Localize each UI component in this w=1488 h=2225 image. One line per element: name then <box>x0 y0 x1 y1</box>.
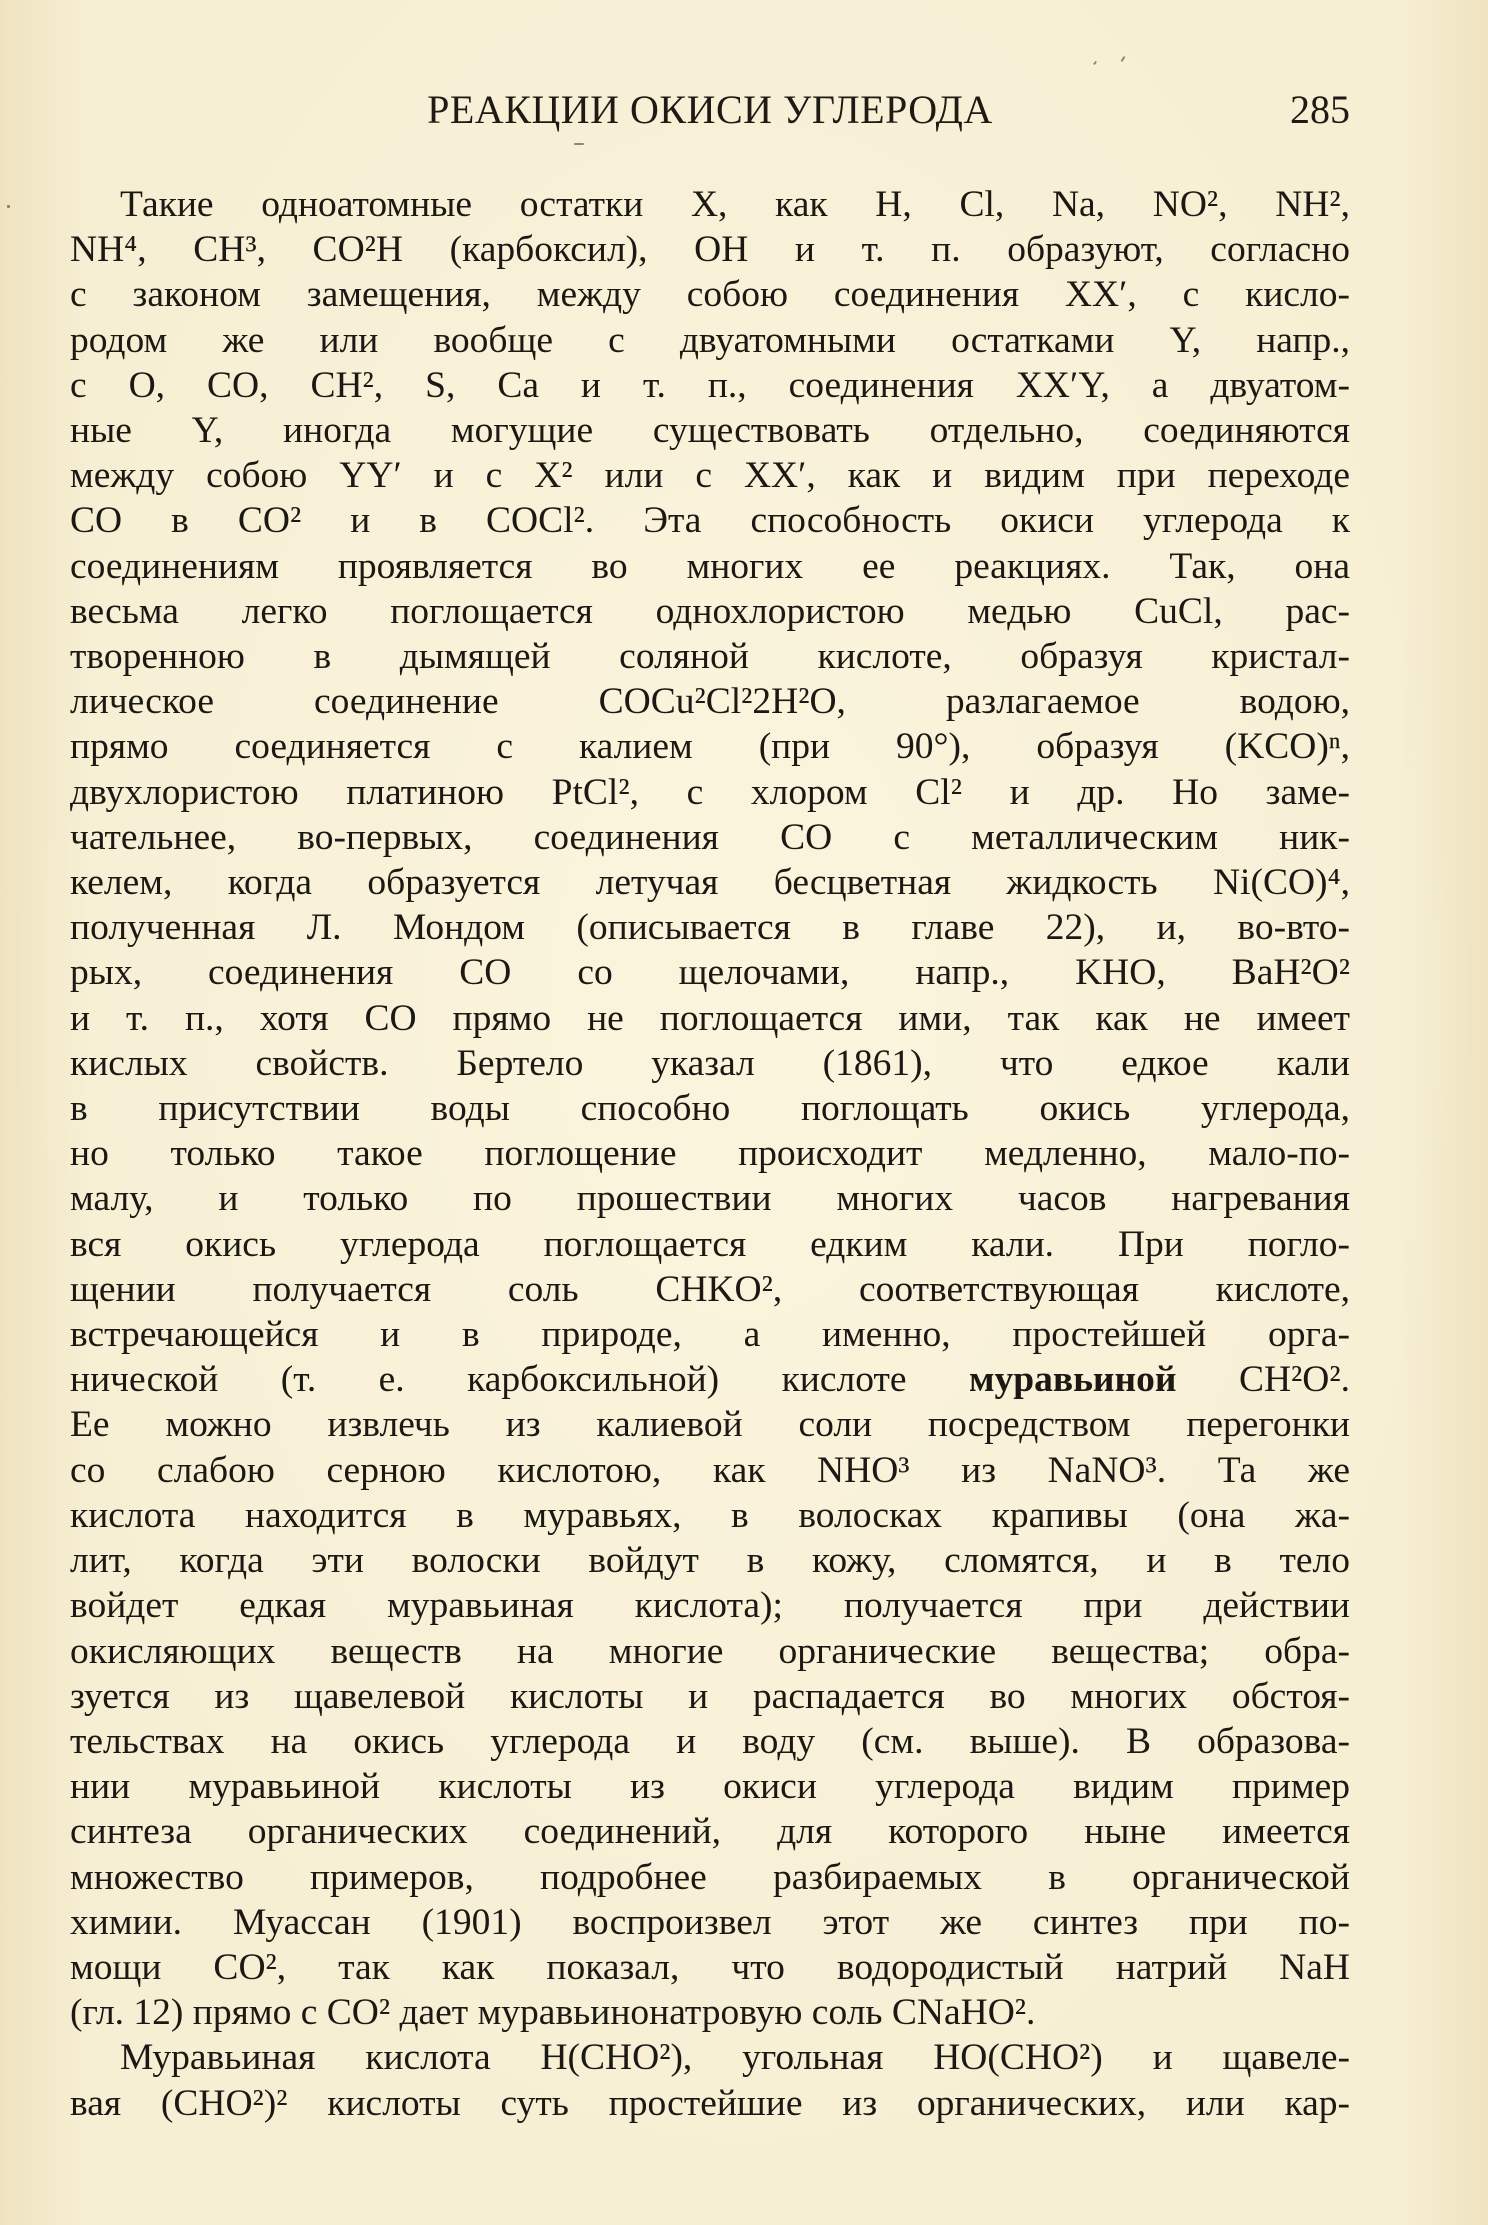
text-line: щении получается соль CHKO², соответствующая кислоте, <box>70 1268 1350 1310</box>
paper-speck <box>1093 61 1097 65</box>
body-text <box>70 182 1350 2126</box>
text-line: встречающейся и в природе, а именно, простейшей орга- <box>70 1314 1350 1356</box>
text-line: со слабою серною кислотою, как NHO³ из NaNO³. Та же <box>70 1449 1350 1491</box>
text-line: двухлористою платиною PtCl², с хлором Cl² и др. Но заме- <box>70 771 1350 813</box>
text-line: тельствах на окись углерода и воду (см. выше). В образова- <box>70 1720 1350 1762</box>
text-line: CO в CO² и в COCl². Эта способность окиси углерода к <box>70 500 1350 542</box>
text-line: нии муравьиной кислоты из окиси углерода видим пример <box>70 1766 1350 1808</box>
text-line: химии. Муассан (1901) воспроизвел этот же синтез при по- <box>70 1901 1350 1943</box>
running-head <box>70 86 1350 136</box>
text-line: келем, когда образуется летучая бесцветная жидкость Ni(CO)⁴, <box>70 862 1350 904</box>
text-line: между собою YY′ и с X² или с XX′, как и видим при переходе <box>70 455 1350 497</box>
text-line: окисляющих веществ на многие органические вещества; обра- <box>70 1630 1350 1672</box>
running-title: РЕАКЦИИ ОКИСИ УГЛЕРОДА <box>427 87 993 132</box>
bold-term-formic: муравьиной <box>968 1359 1177 1401</box>
text-line: в присутствии воды способно поглощать окись углерода, <box>70 1088 1350 1130</box>
text-line: родом же или вообще с двуатомными остатками Y, напр., <box>70 319 1350 361</box>
text-line: чательнее, во-первых, соединения CO с металлическим ник- <box>70 816 1350 858</box>
text-line: прямо соединяется с калием (при 90°), образуя (KCO)ⁿ, <box>70 726 1350 768</box>
text-line: творенною в дымящей соляной кислоте, образуя кристал- <box>70 636 1350 678</box>
text-line: полученная Л. Мондом (описывается в главе 22), и, во-вто- <box>70 907 1350 949</box>
text-line: и т. п., хотя CO прямо не поглощается ими, так как не имеет <box>70 997 1350 1039</box>
text-line: соединениям проявляется во многих ее реакциях. Так, она <box>70 545 1350 587</box>
text-line: лит, когда эти волоски войдут в кожу, сломятся, и в тело <box>70 1540 1350 1582</box>
line-text-before-term: нической (т. е. карбоксильной) кислоте <box>70 1359 969 1401</box>
text-line: Такие одноатомные остатки X, как H, Cl, Na, NO², NH², <box>120 184 1350 225</box>
line-text-after-term: CH²O². <box>1176 1359 1350 1401</box>
text-line: мощи CO², так как показал, что водородистый натрий NaH <box>70 1946 1350 1988</box>
text-line: с законом замещения, между собою соединения XX′, с кисло- <box>70 274 1350 316</box>
text-line: малу, и только по прошествии многих часов нагревания <box>70 1178 1350 1220</box>
text-line-with-bold-term <box>70 1357 1350 1402</box>
paper-speck <box>574 143 584 145</box>
page-number: 285 <box>1290 87 1350 132</box>
text-line: множество примеров, подробнее разбираемых в органической <box>70 1856 1350 1898</box>
text-line: Ее можно извлечь из калиевой соли посредством перегонки <box>70 1404 1350 1446</box>
text-line: с O, CO, CH², S, Ca и т. п., соединения XX′Y, а двуатом- <box>70 364 1350 406</box>
paper-speck <box>1120 56 1125 62</box>
text-line: но только такое поглощение происходит медленно, мало-по- <box>70 1133 1350 1175</box>
text-line: лическое соединение COCu²Cl²2H²O, разлагаемое водою, <box>70 681 1350 723</box>
text-line: вся окись углерода поглощается едким кали. При погло- <box>70 1223 1350 1265</box>
text-line: рых, соединения CO со щелочами, напр., KHO, BaH²O² <box>70 952 1350 994</box>
text-line: весьма легко поглощается однохлористою медью CuCl, рас- <box>70 590 1350 632</box>
text-line: синтеза органических соединений, для которого ныне имеется <box>70 1811 1350 1853</box>
text-line: кислота находится в муравьях, в волосках крапивы (она жа- <box>70 1494 1350 1536</box>
text-line: NH⁴, CH³, CO²H (карбоксил), OH и т. п. образуют, согласно <box>70 229 1350 271</box>
text-line: ные Y, иногда могущие существовать отдельно, соединяются <box>70 410 1350 452</box>
text-line: (гл. 12) прямо с CO² дает муравьинонатровую соль CNaHO². <box>70 1992 1036 2034</box>
text-line: зуется из щавелевой кислоты и распадается во многих обстоя- <box>70 1675 1350 1717</box>
text-line: войдет едкая муравьиная кислота); получается при действии <box>70 1585 1350 1627</box>
text-line: вая (CHO²)² кислоты суть простейшие из органических, или кар- <box>70 2082 1350 2124</box>
paper-speck <box>7 205 10 208</box>
text-line: Муравьиная кислота H(CHO²), угольная HO(CHO²) и щавеле- <box>120 2037 1350 2079</box>
text-line: кислых свойств. Бертело указал (1861), что едкое кали <box>70 1042 1350 1084</box>
